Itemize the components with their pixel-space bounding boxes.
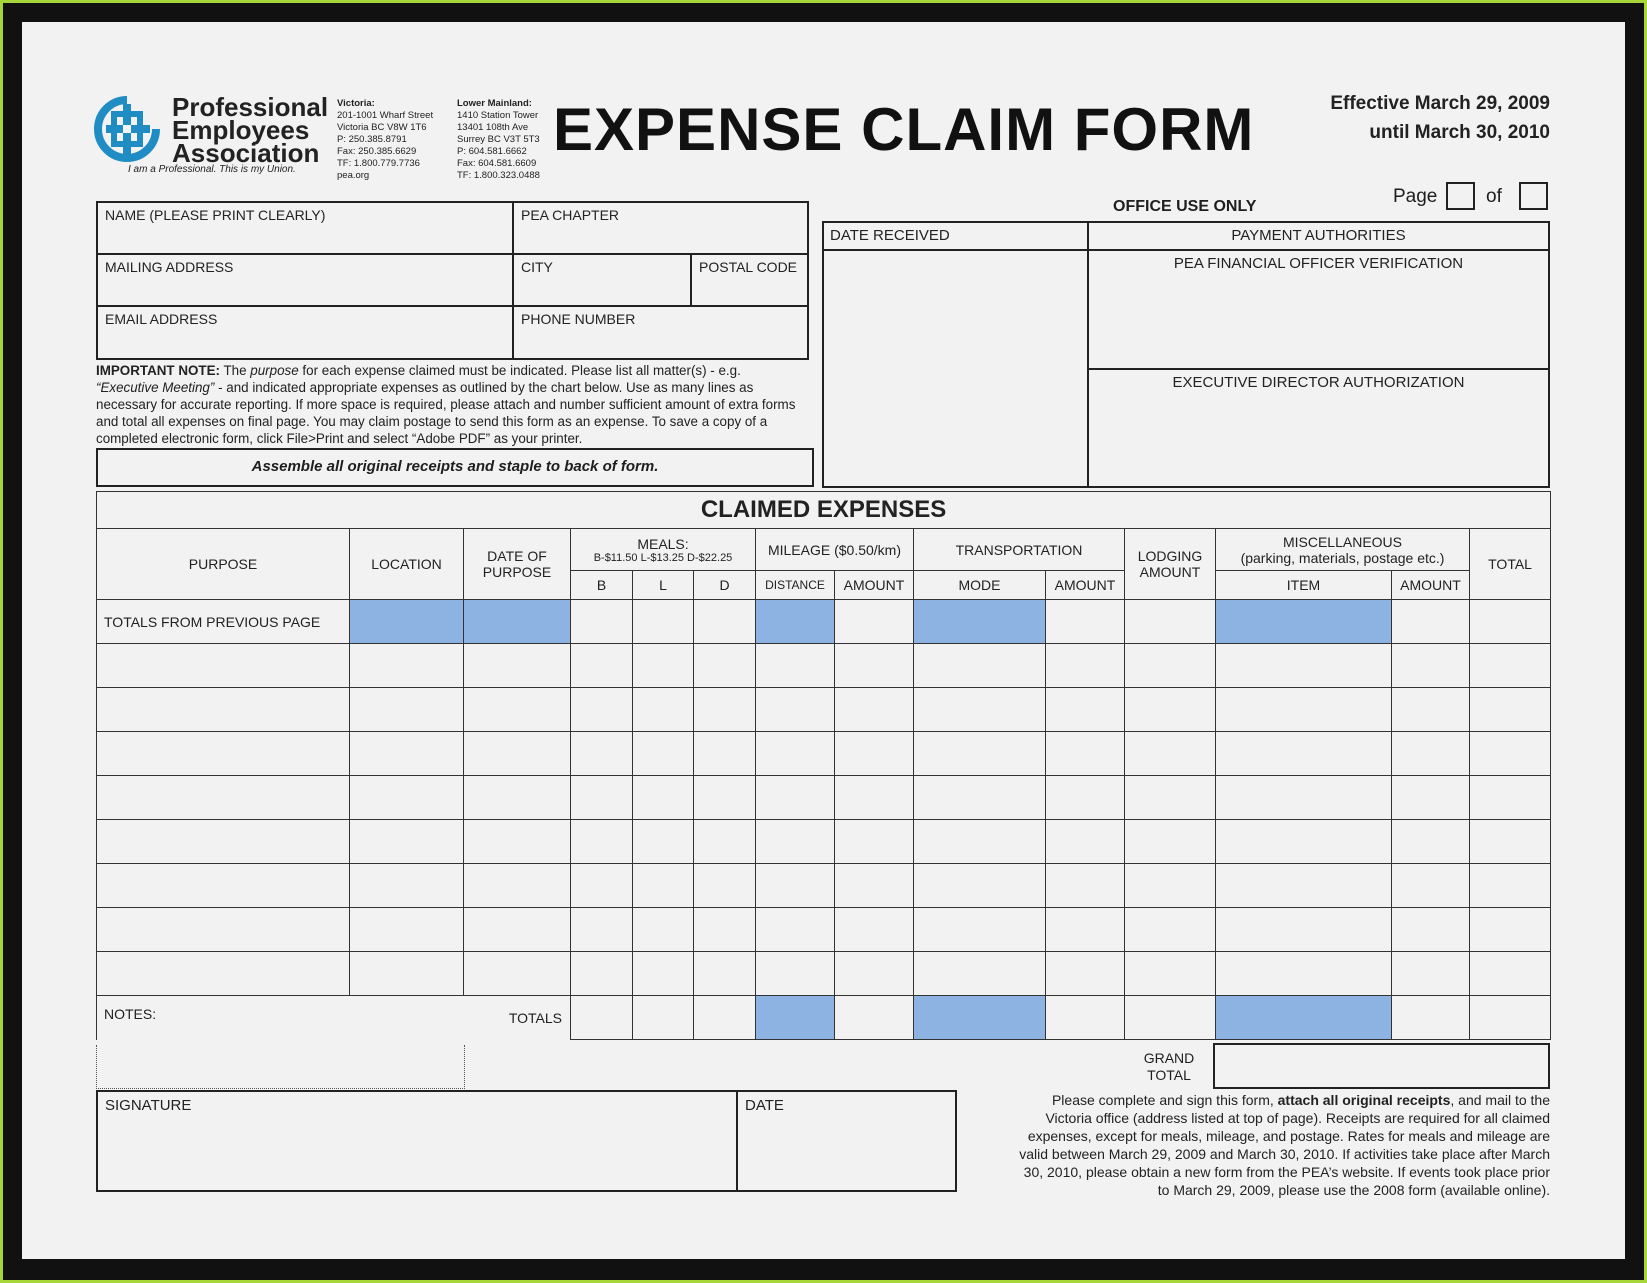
table-cell[interactable] [1470, 820, 1551, 864]
divider [96, 253, 809, 255]
table-cell[interactable] [694, 688, 756, 732]
table-cell[interactable] [694, 776, 756, 820]
table-cell[interactable] [1046, 644, 1125, 688]
table-row [97, 908, 1551, 952]
phone-field[interactable]: PHONE NUMBER [521, 311, 636, 327]
table-cell[interactable] [464, 864, 571, 908]
table-cell[interactable] [694, 732, 756, 776]
table-cell[interactable] [97, 688, 350, 732]
postal-code-field[interactable]: POSTAL CODE [699, 259, 798, 275]
meal-d-header: D [694, 571, 756, 600]
table-cell[interactable] [694, 600, 756, 644]
table-cell[interactable] [633, 732, 694, 776]
table-cell[interactable] [756, 644, 835, 688]
shaded-cell [350, 600, 464, 644]
table-cell[interactable] [1046, 908, 1125, 952]
table-cell[interactable] [633, 820, 694, 864]
table-cell[interactable] [1046, 688, 1125, 732]
table-cell[interactable] [97, 864, 350, 908]
table-cell[interactable] [464, 908, 571, 952]
divider [96, 305, 809, 307]
table-cell[interactable] [694, 820, 756, 864]
item-header: ITEM [1216, 571, 1392, 600]
table-cell[interactable] [464, 688, 571, 732]
page-total-input[interactable] [1519, 182, 1548, 210]
divider [1087, 368, 1550, 370]
org-line-3: Association [172, 138, 320, 168]
misc-header [1216, 529, 1470, 571]
date-received-label: DATE RECEIVED [830, 227, 950, 244]
table-cell[interactable] [464, 732, 571, 776]
table-cell[interactable] [350, 952, 464, 996]
lodging-amount-label: AMOUNT [1139, 564, 1201, 580]
table-row [97, 688, 1551, 732]
footer-bold: attach all original receipts [1277, 1092, 1451, 1108]
footer-line: 30, 2010, please obtain a new form from the PEA’s website. If events took place prior [1023, 1164, 1550, 1180]
table-cell[interactable] [835, 908, 914, 952]
org-name [172, 92, 329, 168]
table-cell[interactable] [571, 820, 633, 864]
transport-amount-header: AMOUNT [1046, 571, 1125, 600]
table-cell[interactable] [1046, 820, 1125, 864]
table-cell[interactable] [756, 776, 835, 820]
meals-label: MEALS: [637, 535, 689, 552]
table-cell[interactable] [914, 776, 1046, 820]
footer-text: , and mail to the [1450, 1092, 1550, 1108]
city-field[interactable]: CITY [521, 259, 553, 275]
table-cell[interactable] [1125, 600, 1216, 644]
victoria-address [337, 98, 433, 182]
mileage-amount-header: AMOUNT [835, 571, 914, 600]
table-cell[interactable] [694, 644, 756, 688]
table-cell[interactable] [756, 908, 835, 952]
victoria-line: P: 250.385.8791 [337, 134, 407, 145]
shaded-cell [1216, 996, 1392, 1040]
chapter-field[interactable]: PEA CHAPTER [521, 207, 620, 223]
shaded-cell [464, 600, 571, 644]
table-cell[interactable] [1046, 776, 1125, 820]
table-cell[interactable] [571, 864, 633, 908]
table-cell[interactable] [1216, 776, 1392, 820]
table-cell[interactable] [633, 776, 694, 820]
important-label: IMPORTANT NOTE: [96, 363, 220, 378]
table-cell[interactable] [914, 864, 1046, 908]
table-cell[interactable] [1125, 864, 1216, 908]
table-cell[interactable] [1125, 996, 1216, 1040]
mode-header: MODE [914, 571, 1046, 600]
table-cell[interactable] [464, 820, 571, 864]
victoria-line: Fax: 250.385.6629 [337, 146, 417, 157]
table-cell[interactable] [756, 820, 835, 864]
table-cell[interactable] [1216, 864, 1392, 908]
note-text: The [223, 363, 247, 378]
table-cell[interactable] [1392, 644, 1470, 688]
mainland-label: Lower Mainland: [457, 98, 532, 109]
table-cell[interactable] [1392, 600, 1470, 644]
table-cell[interactable] [1392, 908, 1470, 952]
misc-sub-label: (parking, materials, postage etc.) [1240, 549, 1445, 566]
table-cell[interactable] [835, 820, 914, 864]
table-row [97, 732, 1551, 776]
shaded-cell [914, 996, 1046, 1040]
table-cell[interactable] [350, 776, 464, 820]
table-cell[interactable] [350, 864, 464, 908]
table-cell[interactable] [835, 644, 914, 688]
table-cell[interactable] [633, 688, 694, 732]
table-row [97, 644, 1551, 688]
total-header: TOTAL [1470, 529, 1551, 600]
divider [512, 201, 514, 360]
table-cell[interactable] [914, 820, 1046, 864]
location-header: LOCATION [350, 529, 464, 600]
mileage-header: MILEAGE ($0.50/km) [756, 529, 914, 571]
table-cell[interactable] [1392, 864, 1470, 908]
table-cell[interactable] [97, 908, 350, 952]
table-cell[interactable] [571, 644, 633, 688]
date-field[interactable]: DATE [745, 1097, 784, 1114]
purpose-header: PURPOSE [97, 529, 350, 600]
table-cell[interactable] [633, 908, 694, 952]
victoria-line: pea.org [337, 170, 370, 181]
misc-amount-header: AMOUNT [1392, 571, 1470, 600]
table-cell[interactable] [1470, 776, 1551, 820]
total-label: TOTAL [1147, 1067, 1191, 1083]
table-cell[interactable] [97, 776, 350, 820]
signature-box [96, 1090, 957, 1192]
table-cell[interactable] [97, 732, 350, 776]
mainland-line: P: 604.581.6662 [457, 146, 527, 157]
date-of-label: DATE OF [487, 548, 547, 564]
distance-header: DISTANCE [756, 571, 835, 600]
table-cell[interactable] [1125, 820, 1216, 864]
office-use-title: OFFICE USE ONLY [1113, 198, 1257, 215]
totals-label: TOTALS [464, 996, 571, 1040]
table-cell[interactable] [1125, 776, 1216, 820]
table-cell[interactable] [633, 644, 694, 688]
lodging-header [1125, 529, 1216, 600]
misc-label: MISCELLANEOUS [1282, 533, 1403, 550]
footer-line: Victoria office (address listed at top of page). Receipts are required for all claimed [1045, 1110, 1550, 1126]
table-cell[interactable] [835, 600, 914, 644]
table-cell[interactable] [571, 952, 633, 996]
table-cell[interactable] [350, 732, 464, 776]
table-cell[interactable] [1392, 688, 1470, 732]
totals-previous-row [97, 600, 1551, 644]
table-cell[interactable] [1470, 644, 1551, 688]
pea-logo-icon [92, 94, 162, 164]
divider [690, 253, 692, 305]
table-cell[interactable] [464, 776, 571, 820]
grand-total-box[interactable] [1213, 1043, 1550, 1089]
notes-label: NOTES: [104, 1006, 157, 1022]
table-cell[interactable] [571, 996, 633, 1040]
shaded-cell [914, 600, 1046, 644]
org-line-2: Employees [172, 115, 310, 145]
effective-dates [1330, 89, 1550, 147]
footer-line: to March 29, 2009, please use the 2008 form (available online). [1157, 1182, 1550, 1198]
table-cell[interactable] [1470, 996, 1551, 1040]
table-cell[interactable] [1125, 908, 1216, 952]
table-cell[interactable] [694, 952, 756, 996]
signature-field[interactable]: SIGNATURE [105, 1097, 192, 1114]
table-cell[interactable] [1046, 600, 1125, 644]
grand-label: GRAND [1143, 1050, 1195, 1066]
table-cell[interactable] [97, 820, 350, 864]
name-field[interactable]: NAME (PLEASE PRINT CLEARLY) [105, 207, 326, 223]
table-cell[interactable] [350, 908, 464, 952]
table-cell[interactable] [350, 820, 464, 864]
notes-area[interactable] [96, 1045, 465, 1089]
shaded-cell [1216, 600, 1392, 644]
table-cell[interactable] [914, 732, 1046, 776]
footer-line: expenses, except for meals, mileage, and postage. Rates for meals and mileage are [1027, 1128, 1550, 1144]
table-cell[interactable] [835, 688, 914, 732]
table-cell[interactable] [1470, 908, 1551, 952]
table-cell[interactable] [914, 688, 1046, 732]
meals-header [571, 529, 756, 571]
table-cell[interactable] [571, 908, 633, 952]
mainland-line: 1410 Station Tower [457, 110, 539, 121]
table-cell[interactable] [97, 952, 350, 996]
lodging-label: LODGING [1137, 548, 1203, 564]
payment-authorities-label: PAYMENT AUTHORITIES [1231, 227, 1406, 244]
table-cell[interactable] [1216, 732, 1392, 776]
table-cell[interactable] [1046, 996, 1125, 1040]
note-text: for each expense claimed must be indicated. Please list all matter(s) - e.g. [302, 363, 741, 378]
page-number-input[interactable] [1446, 182, 1475, 210]
table-title: CLAIMED EXPENSES [97, 492, 1551, 529]
table-cell[interactable] [1046, 952, 1125, 996]
transportation-header: TRANSPORTATION [914, 529, 1125, 571]
authorization-label: EXECUTIVE DIRECTOR AUTHORIZATION [1172, 374, 1465, 391]
table-cell[interactable] [835, 996, 914, 1040]
mainland-line: TF: 1.800.323.0488 [457, 170, 540, 181]
table-cell[interactable] [350, 644, 464, 688]
of-label: of [1486, 186, 1502, 207]
mainland-line: 13401 108th Ave [457, 122, 529, 133]
table-cell[interactable] [694, 908, 756, 952]
table-cell[interactable] [835, 776, 914, 820]
footer-text: Please complete and sign this form, [1051, 1092, 1274, 1108]
note-text: - and indicated appropriate expenses as outlined by the chart below. Use as many lines as necessary for accurate reporting. If more space is required, please attach and number sufficient amount of extra forms and total all expenses on final page. You may claim postage to send this form as an expense. To save a copy of a completed electronic form, click File>Print and select “Adobe PDF” as your printer. [96, 380, 796, 446]
victoria-label: Victoria: [337, 98, 375, 109]
note-example: “Executive Meeting” [96, 380, 215, 395]
table-cell[interactable] [633, 864, 694, 908]
claimant-info-box [96, 201, 809, 360]
footer-instructions [960, 1091, 1550, 1199]
email-field[interactable]: EMAIL ADDRESS [105, 311, 218, 327]
divider [822, 249, 1550, 251]
table-cell[interactable] [1216, 820, 1392, 864]
table-cell[interactable] [571, 600, 633, 644]
table-cell[interactable] [756, 688, 835, 732]
table-cell[interactable] [756, 732, 835, 776]
table-cell[interactable] [1125, 732, 1216, 776]
mailing-address-field[interactable]: MAILING ADDRESS [105, 259, 234, 275]
table-cell[interactable] [694, 864, 756, 908]
mainland-line: Fax: 604.581.6609 [457, 158, 537, 169]
table-row [97, 776, 1551, 820]
tagline: I am a Professional. This is my Union. [128, 164, 296, 175]
shaded-cell [756, 996, 835, 1040]
meal-b-header: B [571, 571, 633, 600]
form-title: EXPENSE CLAIM FORM [553, 96, 1255, 163]
divider [736, 1090, 738, 1192]
table-row [97, 820, 1551, 864]
table-cell[interactable] [694, 996, 756, 1040]
note-emphasis: purpose [250, 363, 299, 378]
table-cell[interactable] [633, 600, 694, 644]
table-cell[interactable] [1470, 732, 1551, 776]
victoria-line: Victoria BC V8W 1T6 [337, 122, 427, 133]
table-cell[interactable] [1392, 996, 1470, 1040]
table-cell[interactable] [835, 864, 914, 908]
table-cell[interactable] [1392, 732, 1470, 776]
table-cell[interactable] [914, 908, 1046, 952]
table-cell[interactable] [1216, 644, 1392, 688]
table-cell[interactable] [1046, 732, 1125, 776]
table-row [97, 864, 1551, 908]
page-label: Page [1393, 186, 1438, 207]
date-purpose-label: PURPOSE [482, 564, 552, 580]
table-cell[interactable] [1216, 688, 1392, 732]
table-cell[interactable] [350, 688, 464, 732]
shaded-cell [756, 600, 835, 644]
table-cell[interactable] [1470, 952, 1551, 996]
table-cell[interactable] [756, 952, 835, 996]
table-cell[interactable] [571, 776, 633, 820]
table-row [97, 952, 1551, 996]
org-line-1: Professional [172, 92, 329, 122]
table-cell[interactable] [835, 732, 914, 776]
table-cell[interactable] [914, 644, 1046, 688]
table-cell[interactable] [571, 732, 633, 776]
table-cell[interactable] [835, 952, 914, 996]
table-cell[interactable] [756, 864, 835, 908]
important-note [96, 362, 804, 447]
date-of-purpose-header [464, 529, 571, 600]
table-cell[interactable] [1470, 688, 1551, 732]
table-cell[interactable] [1216, 952, 1392, 996]
victoria-line: TF: 1.800.779.7736 [337, 158, 420, 169]
meal-l-header: L [633, 571, 694, 600]
table-cell[interactable] [464, 644, 571, 688]
table-cell[interactable] [1470, 864, 1551, 908]
table-cell[interactable] [97, 644, 350, 688]
grand-total-label [1128, 1050, 1210, 1084]
table-cell[interactable] [1470, 600, 1551, 644]
effective-date: Effective March 29, 2009 [1330, 93, 1550, 114]
footer-line: valid between March 29, 2009 and March 30, 2010. If activities take place after March [1019, 1146, 1550, 1162]
table-cell[interactable] [1216, 908, 1392, 952]
table-cell[interactable] [1125, 644, 1216, 688]
footer-line [960, 1091, 1550, 1109]
meal-rates: B-$11.50 L-$13.25 D-$22.25 [593, 551, 733, 564]
table-cell[interactable] [633, 952, 694, 996]
table-cell[interactable] [914, 952, 1046, 996]
verification-label: PEA FINANCIAL OFFICER VERIFICATION [1173, 255, 1464, 272]
table-cell[interactable] [1125, 688, 1216, 732]
table-cell[interactable] [1392, 952, 1470, 996]
assemble-text: Assemble all original receipts and staple to back of form. [251, 458, 659, 475]
table-cell[interactable] [1046, 864, 1125, 908]
until-date: until March 30, 2010 [1369, 122, 1550, 143]
table-cell[interactable] [1392, 820, 1470, 864]
totals-row [97, 996, 1551, 1040]
table-cell[interactable] [1392, 776, 1470, 820]
table-cell[interactable] [633, 996, 694, 1040]
mainland-line: Surrey BC V3T 5T3 [457, 134, 540, 145]
table-cell[interactable] [1125, 952, 1216, 996]
claimed-expenses-table [96, 491, 1551, 1040]
totals-previous-label: TOTALS FROM PREVIOUS PAGE [97, 600, 350, 644]
table-cell[interactable] [464, 952, 571, 996]
table-cell[interactable] [571, 688, 633, 732]
victoria-line: 201-1001 Wharf Street [337, 110, 434, 121]
mainland-address [457, 98, 540, 182]
